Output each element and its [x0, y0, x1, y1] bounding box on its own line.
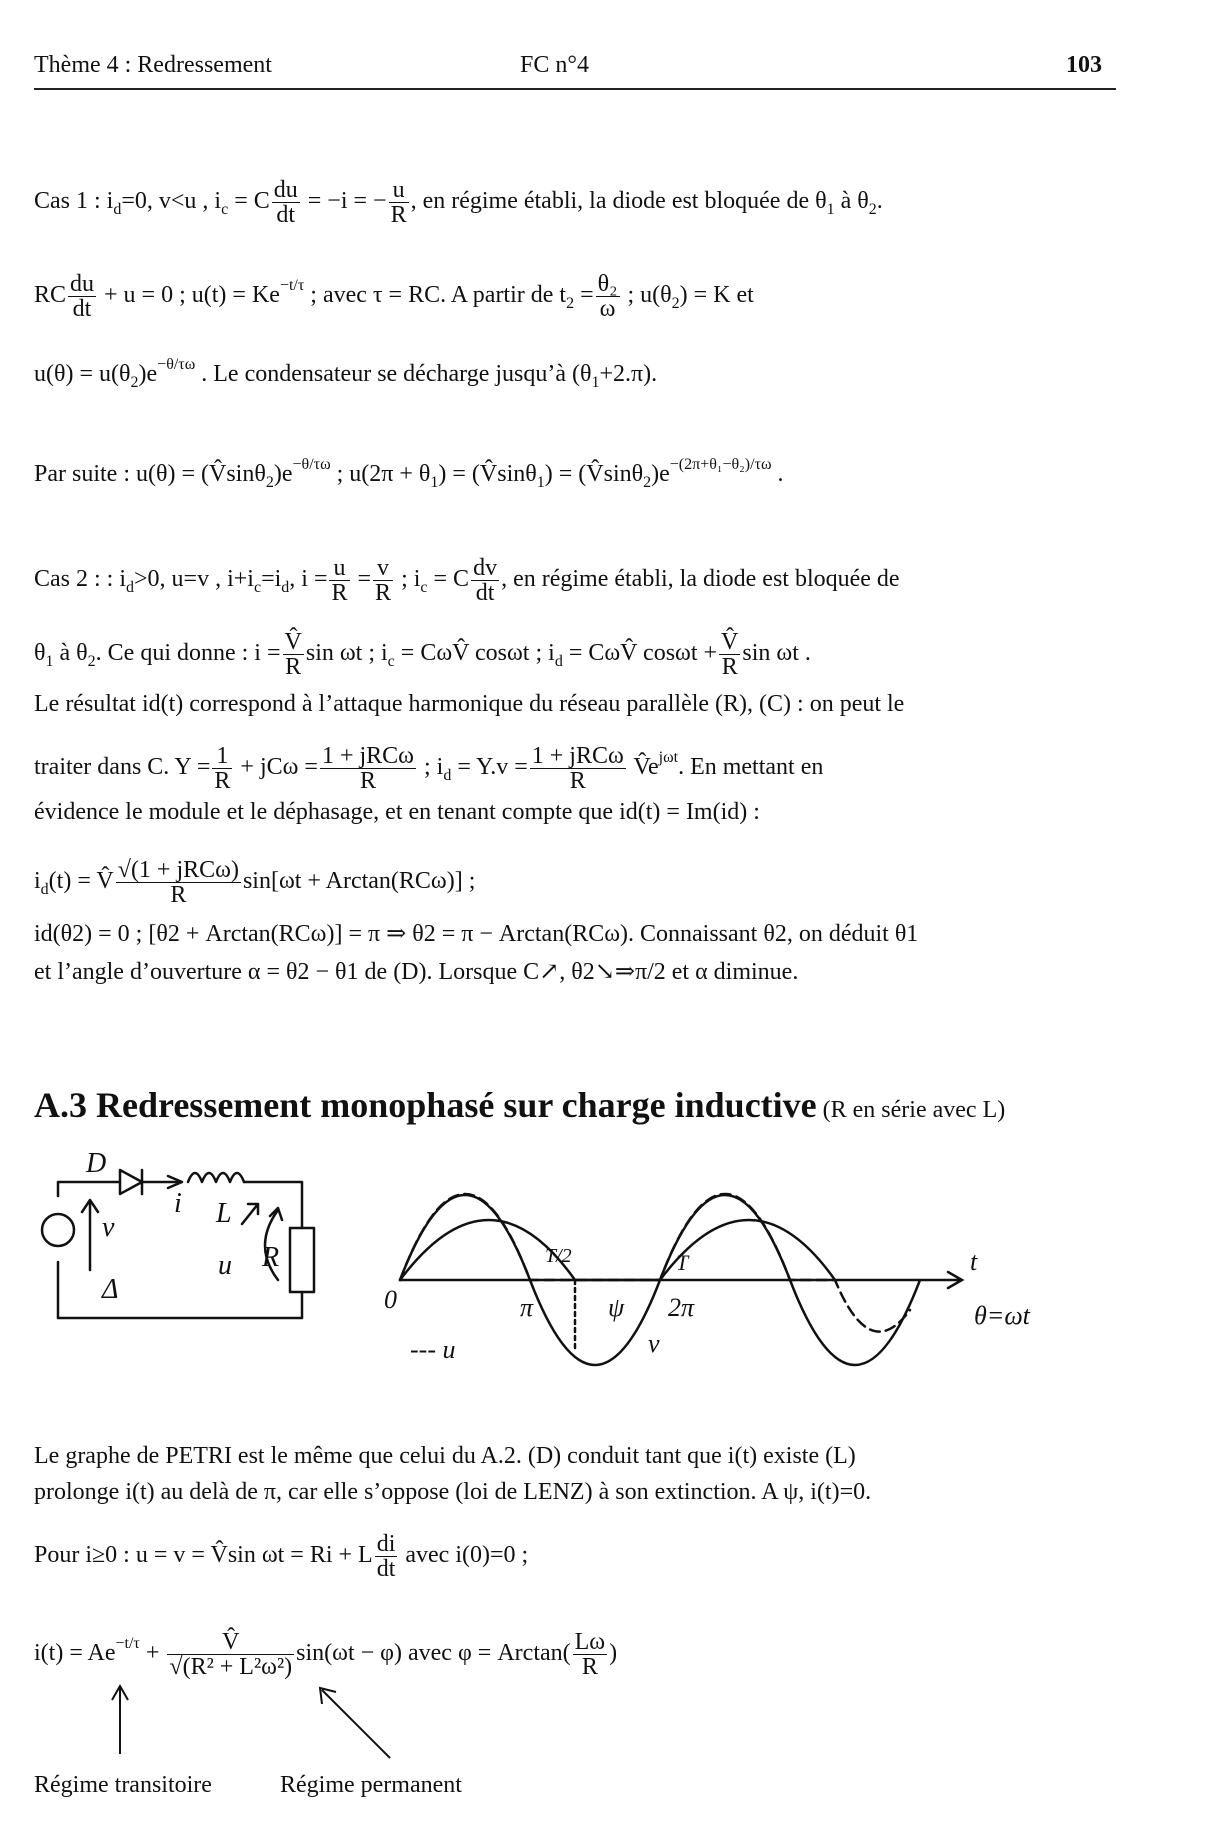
psi-label: ψ	[608, 1293, 625, 1322]
exponent-t-tau-2: −t/τ	[115, 1635, 140, 1653]
fraction-du-dt-2: $\frac{du}{dt}$	[70, 271, 95, 322]
inductor-arrow-icon	[242, 1204, 258, 1224]
voltage-source-icon	[42, 1214, 74, 1246]
circuit-wire-top	[58, 1182, 120, 1196]
u-dashed-wave	[400, 1194, 910, 1332]
u-theta-line: $u(\theta) = u(\theta_2)e^{-\theta/\tau\omega}$ . Le condensateur se décharge jusqu’à $(\theta_1+2.\pi)$.	[34, 356, 658, 391]
annotation-arrows	[60, 1682, 480, 1782]
fraction-u-R-2: $\frac{u}{R}$	[331, 555, 348, 606]
waveform-sketch	[370, 1150, 1110, 1380]
resistor-icon	[290, 1228, 314, 1292]
rc-equation-line: RC $\frac{du}{dt}$ + u = 0 ; $u(t) = Ke^{-t/\tau}$ ; avec τ = RC. A partir de $t_2$ = $\frac{\text{θ₂}}{\omega}$ ; $u(\theta_2) = K$ et	[34, 271, 754, 322]
exponent-theta-tauomega-2: −θ/τω	[292, 456, 331, 473]
par-suite-line: Par suite : $u(\theta) = (V̂\sin\theta_2)e^{-\theta/\tau\omega}$ ; $u(2\pi + \theta_1)$ = (V̂sinθ$_1$) = $(V̂\sin\theta_2)e^{-(2\pi+\theta_1-\theta_2)/\tau\omega}$ .	[34, 456, 784, 491]
current-wave	[400, 1220, 835, 1280]
ce-qui-donne-line: $\theta_1$ à $\theta_2$. Ce qui donne : i = $\frac{V̂}{R}$ sin ωt ; $i_c$ = CωV̂ cosωt ; $i_d$ = CωV̂ cosωt + $\frac{V̂}{R}$ sin ωt .	[34, 629, 811, 680]
circuit-sketch	[20, 1150, 340, 1340]
fraction-1jrc-R: $\frac{\text{1 + jRCω}}{R}$	[321, 743, 414, 794]
source-delta-label: Δ	[102, 1274, 119, 1305]
permanent-arrow	[320, 1688, 390, 1758]
fraction-1jrc-R-2: $\frac{\text{1 + jRCω}}{R}$	[531, 743, 624, 794]
label-regime-transitoire: Régime transitoire	[34, 1772, 212, 1798]
fraction-vhat-sqrt: $\frac{V̂}{\text{√(R² + L²ω²)}}$	[169, 1629, 293, 1680]
page-number: 103	[1066, 52, 1102, 78]
fraction-du-dt: $\frac{du}{dt}$	[273, 177, 298, 228]
inductor-label: L	[216, 1198, 232, 1229]
source-v-label: v	[102, 1212, 115, 1243]
resistor-label: R	[262, 1242, 280, 1273]
t-axis-label: t	[970, 1247, 978, 1276]
traiter-line: traiter dans C. Y = $\frac{1}{R}$ + jCω = $\frac{\text{1 + jRCω}}{R}$ ; $i_d = Y.v$ = $\frac{\text{1 + jRCω}}{R}$ $V̂e^{j\omega t}$. En mettant en	[34, 743, 824, 794]
pour-i-line: Pour i≥0 : u = v = V̂sin ωt = Ri + L $\frac{di}{dt}$ avec i(0)=0 ;	[34, 1531, 529, 1582]
fraction-di-dt: $\frac{di}{dt}$	[376, 1531, 396, 1582]
fraction-Lomega-R: $\frac{L\omega}{R}$	[574, 1629, 606, 1680]
transitoire-arrow	[112, 1686, 128, 1754]
theta-axis-label: θ=ωt	[974, 1301, 1030, 1330]
header-chapter: Thème 4 : Redressement	[34, 52, 272, 78]
section-heading: A.3 Redressement monophasé sur charge inductive (R en série avec L)	[34, 1085, 1006, 1125]
current-label: i	[174, 1188, 182, 1219]
fraction-theta2-omega: $\frac{\text{θ₂}}{\omega}$	[597, 271, 618, 322]
exponent-theta-tauomega: −θ/τω	[157, 356, 196, 373]
exponent-long: −(2π+θ₁−θ₂)/τω	[669, 456, 772, 473]
voltage-u-label: u	[218, 1250, 232, 1281]
header-rule	[34, 88, 1116, 90]
exponent-t-tau: −t/τ	[279, 277, 305, 295]
label-regime-permanent: Régime permanent	[280, 1772, 462, 1798]
angle-ouverture-line: et l’angle d’ouverture α = θ2 − θ1 de (D). Lorsque C↗, θ2↘⇒π/2 et α diminue.	[34, 959, 799, 985]
lenz-line: prolonge i(t) au delà de π, car elle s’oppose (loi de LENZ) à son extinction. A ψ, i(t)=0.	[34, 1479, 872, 1505]
half-period-label: T/2	[545, 1245, 572, 1267]
resultat-line: Le résultat id(t) correspond à l’attaque harmonique du réseau parallèle (R), (C) : on peut le	[34, 691, 905, 717]
fraction-vhat-R: $\frac{V̂}{R}$	[284, 629, 302, 680]
i-t-solution-line: $i(t) = Ae^{-t/\tau}$ + $\frac{V̂}{\text{√(R² + L²ω²)}}$ sin(ωt − φ) avec φ = Arctan( $\frac{L\omega}{R}$ )	[34, 1629, 618, 1680]
diode-label: D	[86, 1150, 107, 1179]
cas2-line: Cas 2 : : $i_d>0$, u=v , $i+i_c=i_d$, i = $\frac{u}{R}$ = $\frac{v}{R}$ ; $i_c = C$ $\frac{dv}{dt}$ , en régime établi, la diode est bloquée de	[34, 555, 900, 606]
id-theta2-line: id(θ2) = 0 ; [θ2 + Arctan(RCω)] = π ⇒ θ2 = π − Arctan(RCω). Connaissant θ2, on déduit θ1	[34, 921, 919, 947]
v-wave-label: v	[648, 1329, 660, 1358]
pi-label: π	[520, 1293, 534, 1322]
inductor-icon	[188, 1173, 244, 1182]
id-t-line: $i_d(t)$ = V̂ $\frac{\text{√(1 + jRCω)}}{R}$ sin[ωt + Arctan(RCω)] ;	[34, 857, 476, 908]
u-legend-label: --- u	[410, 1335, 456, 1364]
two-pi-label: 2π	[668, 1293, 695, 1322]
fraction-v-R: $\frac{v}{R}$	[375, 555, 392, 606]
cas1-line: Cas 1 : $i_d=0$, v<u , $i_c = C$ $\frac{du}{dt}$ = −i = − $\frac{u}{R}$ , en régime établi, la diode est bloquée de $\theta_1$ à $\theta_2$.	[34, 177, 883, 228]
source-arrow-icon	[82, 1200, 98, 1270]
header-course: FC n°4	[520, 52, 589, 78]
evidence-line: évidence le module et le déphasage, et en tenant compte que id(t) = Im(id) :	[34, 799, 760, 825]
period-label: T	[676, 1250, 689, 1275]
fraction-dv-dt: $\frac{dv}{dt}$	[473, 555, 498, 606]
petri-line: Le graphe de PETRI est le même que celui du A.2. (D) conduit tant que i(t) existe (L)	[34, 1443, 856, 1469]
fraction-sqrt-R: $\frac{\text{√(1 + jRCω)}}{R}$	[117, 857, 239, 908]
origin-label: 0	[384, 1285, 397, 1314]
fraction-1-R: $\frac{1}{R}$	[214, 743, 231, 794]
diode-icon	[120, 1170, 142, 1194]
fraction-vhat-R-2: $\frac{V̂}{R}$	[721, 629, 739, 680]
fraction-u-R: $\frac{u}{R}$	[390, 177, 407, 228]
